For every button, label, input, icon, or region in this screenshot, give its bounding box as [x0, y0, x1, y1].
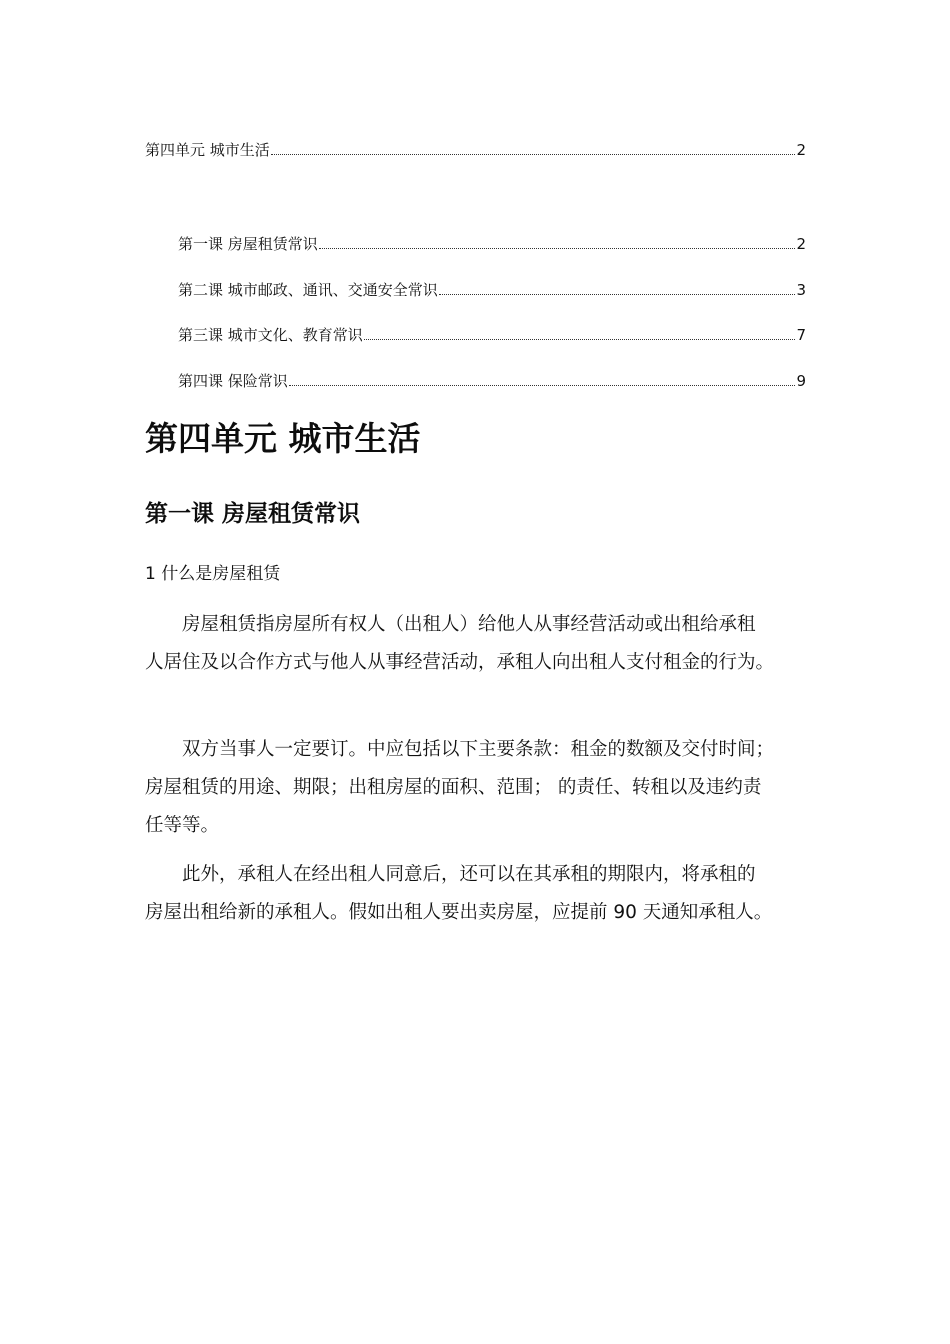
- toc-entry-unit[interactable]: [145, 140, 806, 160]
- paragraph-line: 人居住及以合作方式与他人从事经营活动，承租人向出租人支付租金的行为。: [145, 652, 775, 673]
- paragraph-definition: [145, 606, 807, 682]
- toc-entry-title: 第一课 房屋租赁常识: [178, 235, 318, 253]
- toc-dot-leader: [319, 247, 796, 249]
- unit-heading: 第四单元 城市生活: [145, 419, 421, 458]
- paragraph-line: 房屋租赁指房屋所有权人（出租人）给他人从事经营活动或出租给承租: [182, 614, 756, 635]
- toc-entry-title: 第四单元 城市生活: [145, 141, 270, 159]
- toc-entry-lesson-2[interactable]: [178, 280, 806, 300]
- paragraph-line: 任等等。: [145, 815, 220, 836]
- toc-entry-title: 第三课 城市文化、教育常识: [178, 326, 363, 344]
- toc-entry-lesson-3[interactable]: [178, 325, 806, 345]
- toc-entry-page: 7: [796, 326, 806, 344]
- toc-dot-leader: [289, 384, 796, 386]
- toc-dot-leader: [271, 153, 796, 155]
- toc-entry-title: 第四课 保险常识: [178, 372, 288, 390]
- toc-entry-page: 9: [796, 372, 806, 390]
- paragraph-sublease: [145, 856, 807, 932]
- toc-entry-page: 2: [796, 235, 806, 253]
- section-heading: 1 什么是房屋租赁: [145, 564, 281, 584]
- toc-entry-title: 第二课 城市邮政、通讯、交通安全常识: [178, 281, 438, 299]
- paragraph-line: 双方当事人一定要订。中应包括以下主要条款：租金的数额及交付时间；: [182, 739, 775, 760]
- toc-entry-lesson-1[interactable]: [178, 234, 806, 254]
- toc-entry-lesson-4[interactable]: [178, 371, 806, 391]
- toc-dot-leader: [364, 338, 796, 340]
- toc-entry-page: 3: [796, 281, 806, 299]
- toc-entry-page: 2: [796, 141, 806, 159]
- lesson-heading: 第一课 房屋租赁常识: [145, 501, 361, 527]
- toc-dot-leader: [439, 293, 796, 295]
- paragraph-line: 此外，承租人在经出租人同意后，还可以在其承租的期限内，将承租的: [182, 864, 756, 885]
- paragraph-contract-terms: [145, 731, 807, 845]
- paragraph-line: 房屋租赁的用途、期限；出租房屋的面积、范围； 的责任、转租以及违约责: [145, 777, 762, 798]
- paragraph-line: 房屋出租给新的承租人。假如出租人要出卖房屋，应提前 90 天通知承租人。: [145, 902, 773, 923]
